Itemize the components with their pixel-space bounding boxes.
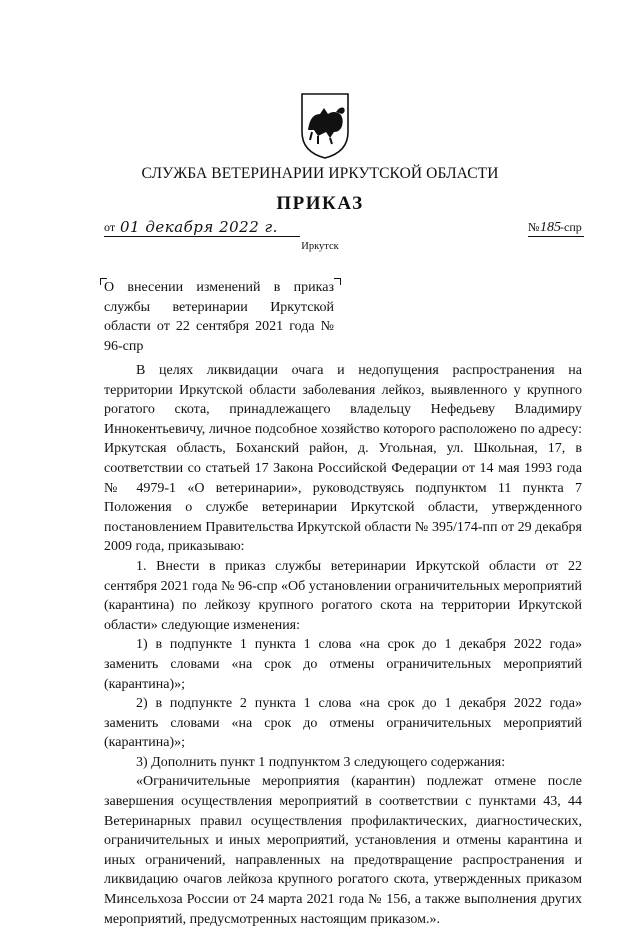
coat-of-arms-icon xyxy=(300,92,350,160)
preamble-paragraph: В целях ликвидации очага и недопущения распространения на территории Иркутской области заболевания лейкоз, выявленного у крупного рогатого скота, принадлежащего владельцу Нефедьеву Владимиру Иннокентьевичу, личное подсобное хозяйство которого расположено по адресу: Иркутская область, Боханский район, д. Угольная, ул. Школьная, 17, в соответствии со статьей 17 Закона Российской Федерации от 14 мая 1993 года № 4979-1 «О ветеринарии», руководствуясь подпунктом 11 пункта 7 Положения о службе ветеринарии Иркутской области, утвержденного постановлением Правительства Иркутской области № 395/174-пп от 29 декабря 2009 года, приказываю: xyxy=(104,363,582,555)
subitem-2-paragraph: 2) в подпункте 2 пункта 1 слова «на срок до 1 декабря 2022 года» заменить словами «на срок до отмены ограничительных мероприятий (карантина)»; xyxy=(104,696,582,751)
quoted-text-paragraph: «Ограничительные мероприятия (карантин) подлежат отмене после завершения осуществления мероприятий в соответствии с пунктами 43, 44 Ветеринарных правил осуществления профилактических, диагностических, ограничительных и иных мероприятий, установления и отмены карантина и иных ограничений, направленных на предотвращение распространения и ликвидацию очагов лейкоза крупного рогатого скота, утвержденных приказом Минсельхоза России от 24 марта 2021 года № 156, а также выполнения других мероприятий, предусмотренных настоящим приказом.». xyxy=(104,774,582,927)
number-suffix: -спр xyxy=(560,220,582,234)
subitem-3-paragraph: 3) Дополнить пункт 1 подпунктом 3 следующего содержания: xyxy=(136,754,506,770)
document-body xyxy=(104,361,582,929)
document-title: ПРИКАЗ xyxy=(276,193,364,214)
item-1-paragraph: 1. Внести в приказ службы ветеринарии Иркутской области от 22 сентября 2021 года № 96-спр «Об установлении ограничительных мероприятий (карантина) по лейкозу крупного рогатого скота на территории Иркутской области» следующие изменения: xyxy=(104,558,582,633)
number-field xyxy=(528,218,584,237)
date-field xyxy=(104,218,300,237)
subject-bracket-right xyxy=(334,278,341,285)
date-prefix: от xyxy=(104,220,116,234)
organization-name: СЛУЖБА ВЕТЕРИНАРИИ ИРКУТСКОЙ ОБЛАСТИ xyxy=(141,165,499,182)
city-name: Иркутск xyxy=(301,241,339,252)
subitem-1-paragraph: 1) в подпункте 1 пункта 1 слова «на срок до 1 декабря 2022 года» заменить словами «на срок до отмены ограничительных мероприятий (карантина)»; xyxy=(104,637,582,692)
handwritten-date: 01 декабря 2022 г. xyxy=(120,218,278,236)
document-subject: О внесении изменений в приказ службы ветеринарии Иркутской области от 22 сентября 2021 года № 96-спр xyxy=(104,280,334,354)
number-prefix: № xyxy=(528,220,540,234)
handwritten-number: 185 xyxy=(540,220,561,235)
